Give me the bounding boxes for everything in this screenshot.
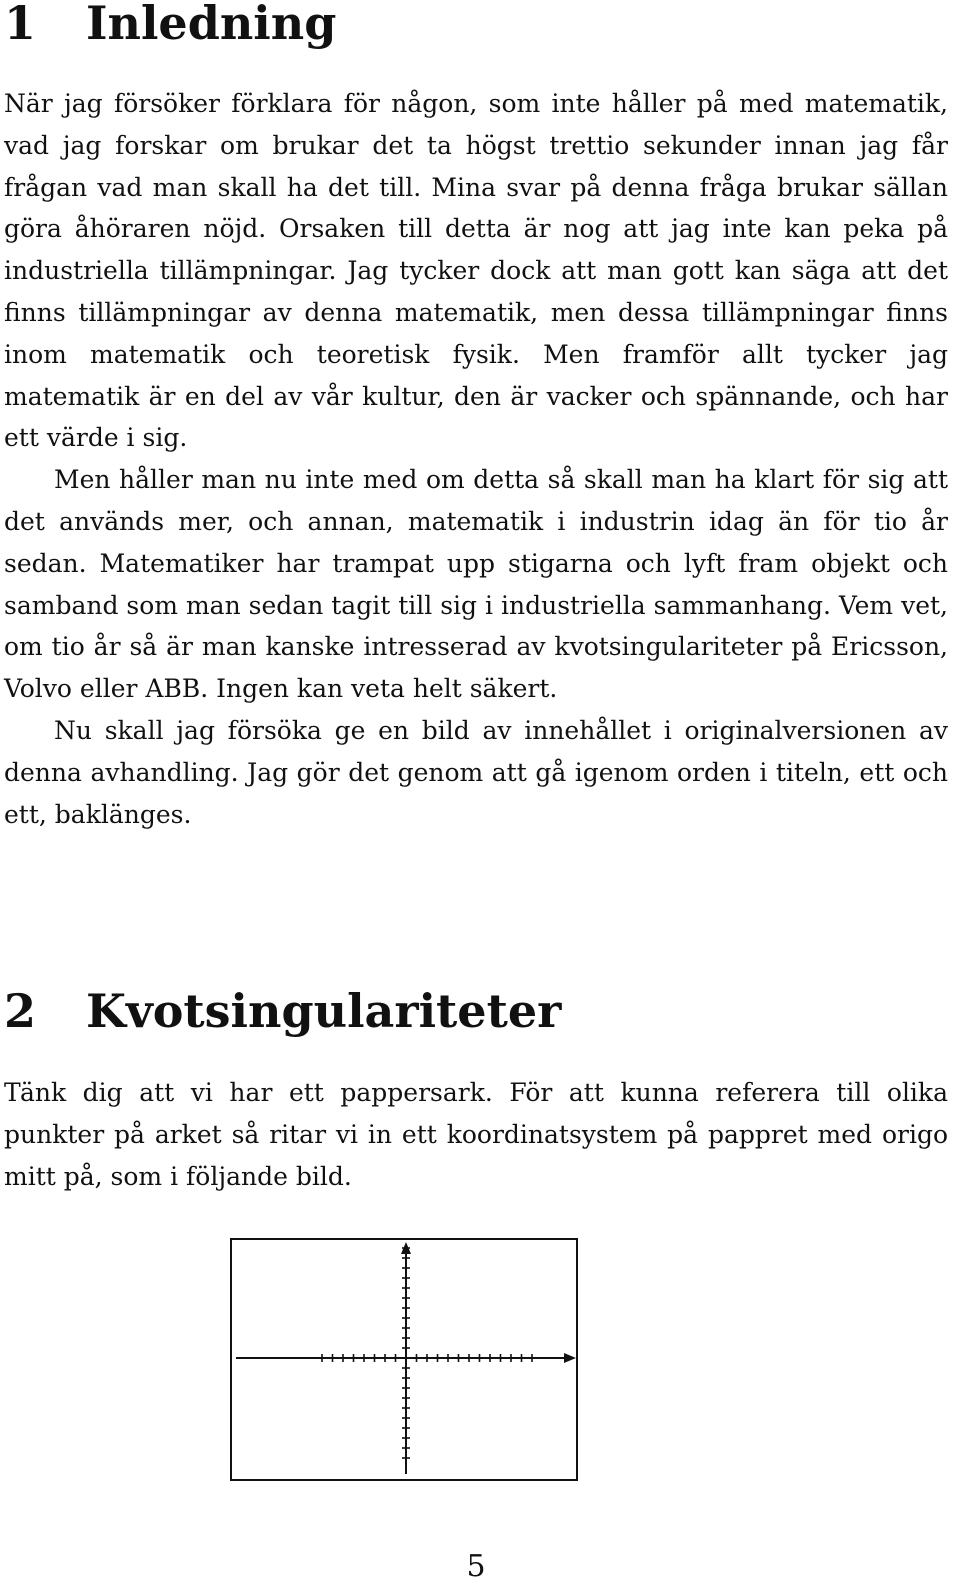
section-number: 2: [4, 984, 37, 1038]
x-axis-arrowhead: [564, 1353, 576, 1363]
section-title: Kvotsingulariteter: [86, 984, 562, 1038]
axes: [236, 1242, 576, 1474]
paragraph: Tänk dig att vi har ett pappersark. För att kunna referera till olika punkter på arket så ritar vi in ett koordinatsystem på pappret med origo mitt på, som i följande bild.: [4, 1078, 948, 1191]
section-body: [4, 83, 948, 835]
section-body: [4, 1072, 948, 1197]
document-page: [4, 0, 948, 1592]
paper-sheet-frame: [231, 1239, 577, 1480]
section-heading: [4, 984, 562, 1038]
paragraph: Nu skall jag försöka ge en bild av innehållet i originalversionen av denna avhandling. Jag gör det genom att gå igenom orden i titeln, ett och ett, baklänges.: [4, 715, 948, 829]
page-number: 5: [466, 1549, 486, 1584]
section-heading: [4, 0, 337, 50]
coordinate-system-figure: [230, 1238, 580, 1483]
paragraph: När jag försöker förklara för någon, som inte håller på med matematik, vad jag forskar om brukar det ta högst trettio sekunder innan jag får frågan vad man skall ha det till. Mina svar på denna fråga brukar sällan göra åhöraren nöjd. Orsaken till detta är nog att jag inte kan peka på industriella tillämpningar. Jag tycker dock att man gott kan säga att det finns tillämpningar av denna matematik, men dessa tillämpningar finns inom matematik och teoretisk fysik. Men framför allt tycker jag matematik är en del av vår kultur, den är vacker och spännande, och har ett värde i sig.: [4, 89, 948, 453]
paragraph: Men håller man nu inte med om detta så skall man ha klart för sig att det används mer, och annan, matematik i industrin idag än för tio år sedan. Matematiker har trampat upp stigarna och lyft fram objekt och samband som man sedan tagit till sig i industriella sammanhang. Vem vet, om tio år så är man kanske intresserad av kvotsingulariteter på Ericsson, Volvo eller ABB. Ingen kan veta helt säkert.: [4, 465, 948, 704]
section-number: 1: [4, 0, 37, 50]
section-title: Inledning: [86, 0, 337, 50]
